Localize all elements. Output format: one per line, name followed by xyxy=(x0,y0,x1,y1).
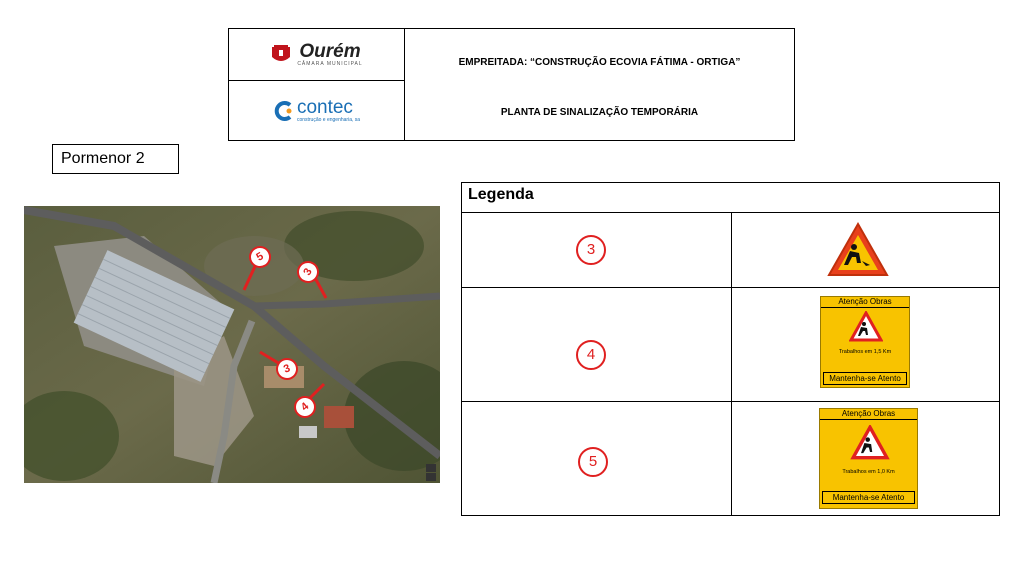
panel-footer: Mantenha-se Atento xyxy=(823,372,907,385)
detail-label: Pormenor 2 xyxy=(52,144,179,174)
panel-distance-text: Trabalhos em 1,5 Km xyxy=(838,349,892,355)
ourem-logo-text: Ourém xyxy=(299,41,361,62)
map-marker-3: 3 xyxy=(293,257,323,287)
legend-number-5: 5 xyxy=(578,447,608,477)
panel-roadworks-icon xyxy=(850,425,890,466)
panel-title: Atenção Obras xyxy=(820,409,917,420)
panel-roadworks-icon xyxy=(849,311,883,348)
contract-title: EMPREITADA: “CONSTRUÇÃO ECOVIA FÁTIMA - ORTIGA” xyxy=(458,57,741,68)
contec-logo xyxy=(229,81,404,140)
panel-footer: Mantenha-se Atento xyxy=(822,491,915,504)
attention-works-panel-1-0km xyxy=(819,408,918,509)
contec-logo-subtext: construção e engenharia, sa xyxy=(296,117,361,123)
legend-title: Legenda xyxy=(468,186,534,203)
header-table xyxy=(228,28,795,141)
contec-logo-icon xyxy=(273,100,295,122)
header-divider xyxy=(404,29,405,140)
marker-layer xyxy=(24,206,440,483)
aerial-map xyxy=(24,206,440,483)
roadworks-sign-icon xyxy=(826,221,890,279)
ourem-crest-icon xyxy=(270,45,292,65)
legend-number-4: 4 xyxy=(576,340,606,370)
legend-column-divider xyxy=(731,213,732,515)
attention-works-panel-1-5km xyxy=(820,296,910,388)
map-marker-5: 5 xyxy=(245,242,275,272)
map-marker-3b: 3 xyxy=(273,355,301,383)
legend-table xyxy=(461,182,1000,516)
ourem-logo-subtext: CÂMARA MUNICIPAL xyxy=(297,61,363,67)
contec-logo-text: contec xyxy=(296,97,353,118)
roadworks-triangle-sign xyxy=(826,221,890,279)
panel-distance-text: Trabalhos em 1,0 Km xyxy=(842,469,895,475)
panel-title: Atenção Obras xyxy=(821,297,909,308)
ourem-logo xyxy=(229,29,404,80)
plan-title: PLANTA DE SINALIZAÇÃO TEMPORÁRIA xyxy=(500,107,699,118)
map-marker-4: 4 xyxy=(290,392,321,423)
legend-number-3: 3 xyxy=(576,235,606,265)
